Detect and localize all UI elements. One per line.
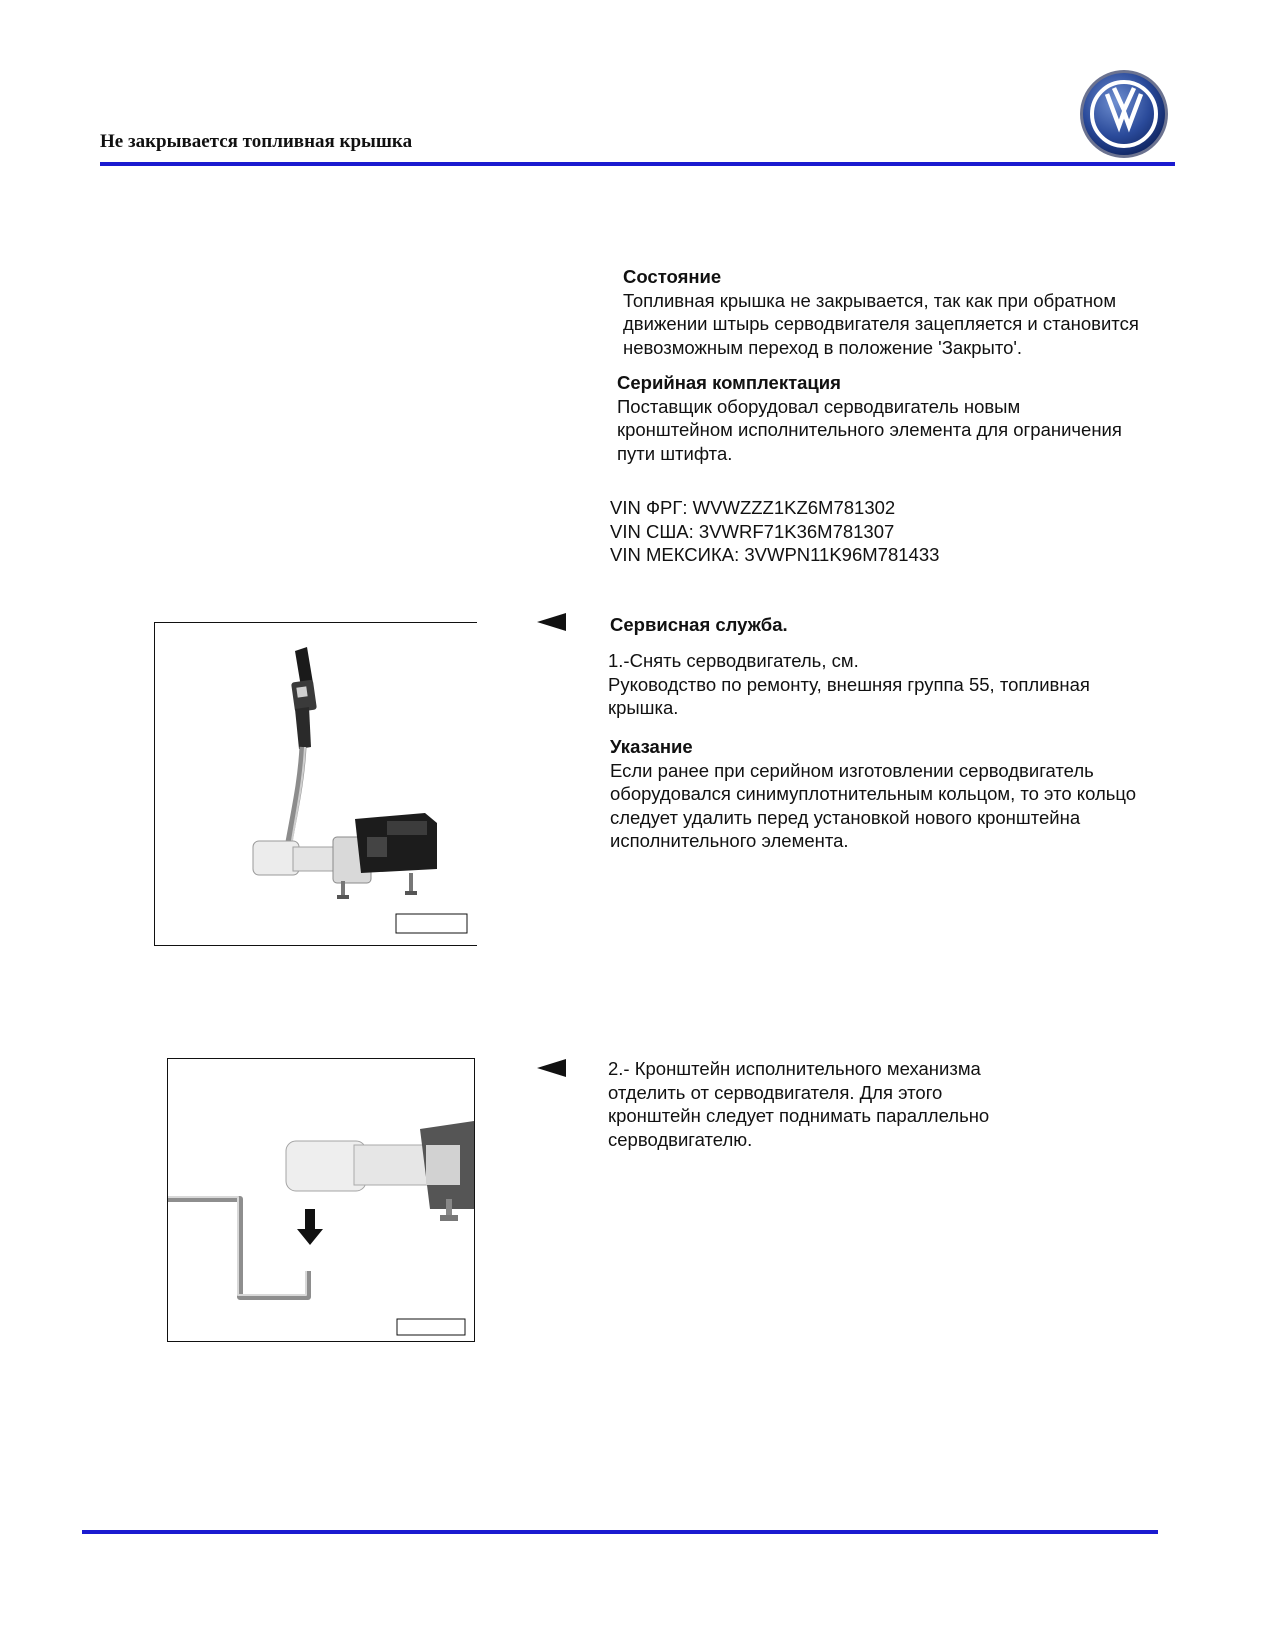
- condition-block: [623, 265, 1139, 359]
- step1-line: крышка.: [608, 697, 679, 718]
- note-heading: Указание: [610, 736, 693, 757]
- vin-line: VIN МЕКСИКА: 3VWPN11K96M781433: [610, 544, 940, 565]
- down-arrow-icon: [297, 1209, 323, 1245]
- vin-line: VIN США: 3VWRF71K36M781307: [610, 520, 895, 542]
- note-line: оборудовался синимуплотнительным кольцом, то это кольцо: [610, 783, 1137, 804]
- service-block: [610, 613, 788, 637]
- pointer-arrow-icon: [537, 612, 567, 632]
- figure-bracket-removal: [167, 1058, 475, 1342]
- note-line: исполнительного элемента.: [610, 830, 849, 851]
- pointer-arrow-icon: [537, 1058, 567, 1078]
- vw-logo-icon: [1078, 68, 1170, 160]
- serial-block: [617, 371, 1122, 465]
- step2-line: 2.- Кронштейн исполнительного механизма: [608, 1058, 981, 1079]
- step2-line: серводвигателю.: [608, 1128, 753, 1150]
- page-title: Не закрывается топливная крышка: [100, 131, 413, 152]
- note-line: следует удалить перед установкой нового кронштейна: [610, 806, 1081, 828]
- step2-line: отделить от серводвигателя. Для этого: [608, 1081, 943, 1103]
- step2-block: [608, 1057, 989, 1151]
- condition-line: Топливная крышка не закрывается, так как при обратном: [623, 289, 1117, 311]
- serial-line: Поставщик оборудовал серводвигатель новым: [617, 395, 1021, 417]
- step1-line: 1.-Снять серводвигатель, см.: [608, 650, 859, 671]
- serial-line: кронштейном исполнительного элемента для ограничения: [617, 419, 1122, 440]
- header-rule: [100, 162, 1175, 166]
- serial-heading: Серийная комплектация: [617, 372, 841, 393]
- step1-line: Руководство по ремонту, внешняя группа 55, топливная: [608, 673, 1090, 695]
- note-block: [610, 735, 1136, 853]
- vin-block: [610, 496, 939, 567]
- vin-line: VIN ФРГ: WVWZZZ1KZ6M781302: [610, 497, 896, 518]
- condition-line: движении штырь серводвигателя зацепляется и становится: [623, 313, 1139, 334]
- note-line: Если ранее при серийном изготовлении серводвигатель: [610, 759, 1094, 781]
- step1-block: [608, 649, 1090, 720]
- serial-line: пути штифта.: [617, 442, 733, 464]
- figure-servo-motor: [154, 622, 477, 946]
- footer-rule: [82, 1530, 1158, 1534]
- condition-heading: Состояние: [623, 266, 722, 287]
- step2-line: кронштейн следует поднимать параллельно: [608, 1105, 990, 1126]
- service-heading: Сервисная служба.: [610, 614, 788, 635]
- condition-line: невозможным переход в положение 'Закрыто'.: [623, 336, 1023, 358]
